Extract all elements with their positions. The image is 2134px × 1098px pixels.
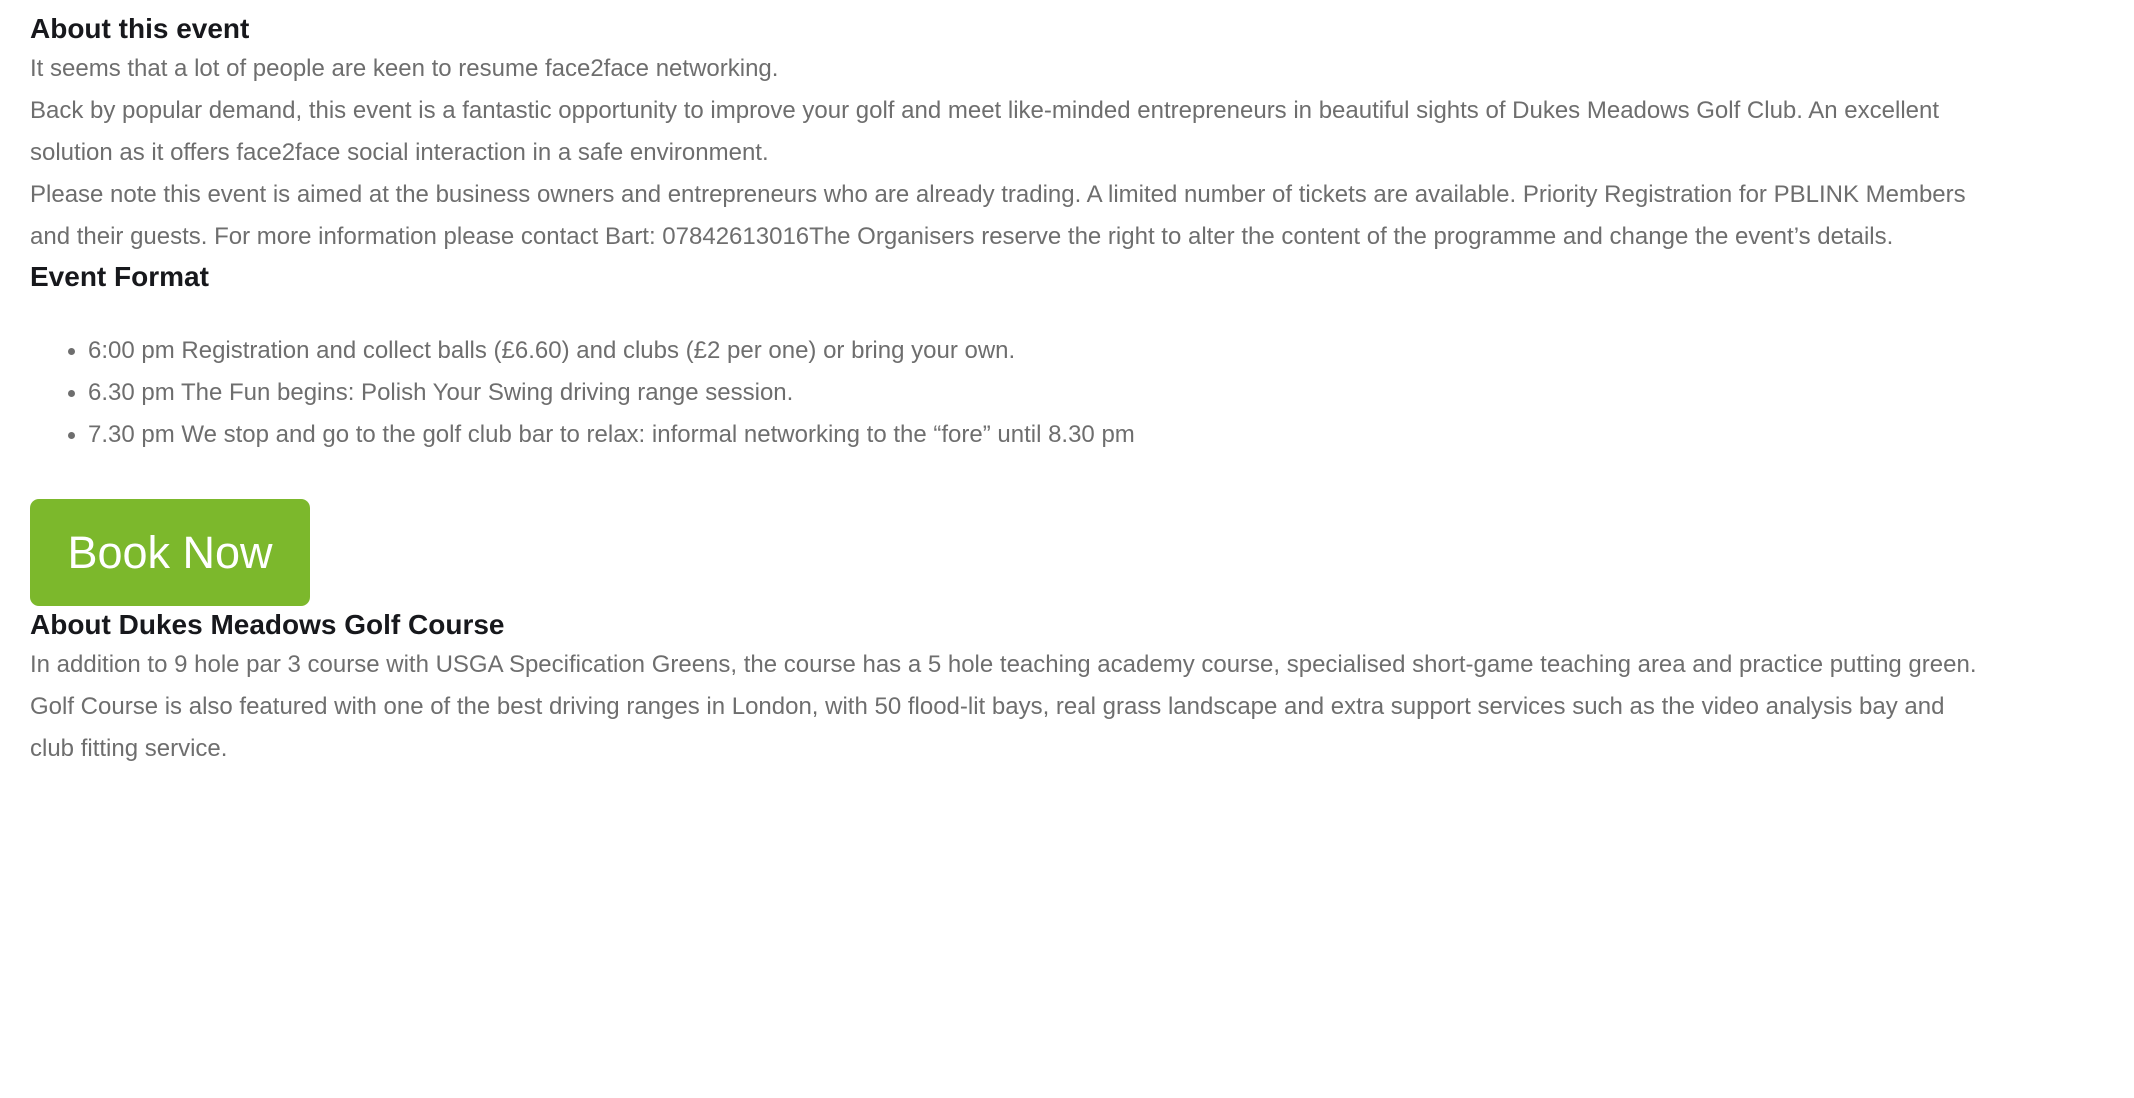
course-paragraph: In addition to 9 hole par 3 course with USGA Specification Greens, the course has a 5 hole teaching academy course, specialised short-game teaching area and practice putting green. Golf Course is also featured with one of the best driving ranges in London, with 50 flood-lit bays, real grass landscape and extra support services such as the video analysis bay and club fitting service.	[30, 651, 1977, 762]
list-item: • 6:00 pm Registration and collect balls (£6.60) and clubs (£2 per one) or bring your own.	[88, 330, 1986, 372]
event-format-heading: Event Format	[30, 261, 209, 292]
about-course-heading: About Dukes Meadows Golf Course	[30, 609, 505, 640]
book-now-button[interactable]: Book Now	[30, 499, 310, 606]
about-event-heading: About this event	[30, 13, 250, 44]
list-item: • 6.30 pm The Fun begins: Polish Your Swing driving range session.	[88, 372, 1986, 414]
about-paragraph-3: Please note this event is aimed at the business owners and entrepreneurs who are already trading. A limited number of tickets are available. Priority Registration for PBLINK Members and their guests. For more information please contact Bart: 07842613016The Organisers reserve the right to alter the content of the programme and change the event’s details.	[30, 181, 1966, 250]
about-paragraph-1: It seems that a lot of people are keen to resume face2face networking.	[30, 55, 779, 82]
event-format-list	[30, 330, 1986, 456]
list-item: • 7.30 pm We stop and go to the golf club bar to relax: informal networking to the “fore” until 8.30 pm	[88, 414, 1986, 456]
about-paragraph-2: Back by popular demand, this event is a fantastic opportunity to improve your golf and meet like-minded entrepreneurs in beautiful sights of Dukes Meadows Golf Club. An excellent solution as it offers face2face social interaction in a safe environment.	[30, 97, 1940, 166]
